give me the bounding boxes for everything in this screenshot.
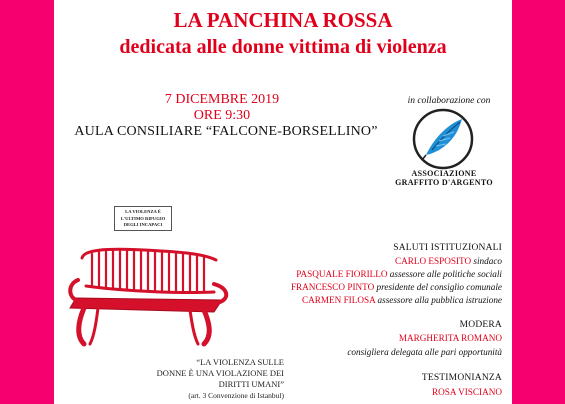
event-time: ORE 9:30 [193, 108, 251, 123]
collaboration-intro: in collaborazione con [407, 96, 491, 106]
slogan-line: DEGLI INCAPACI [123, 222, 163, 227]
quote-line: DIRITTI UMANI” [218, 379, 284, 389]
pink-border-left [0, 0, 54, 404]
slogan-line: L'ULTIMO RIFUGIO [120, 215, 166, 221]
event-date: 7 DICEMBRE 2019 [164, 92, 280, 107]
slogan-box [114, 206, 172, 231]
slogan-line: LA VIOLENZA È [125, 209, 161, 214]
quote-line: “LA VIOLENZA SULLE [196, 357, 284, 367]
speaker-role: assessore alle politiche sociali [389, 269, 502, 279]
testimony-heading: TESTIMONIANZA [421, 373, 502, 383]
speaker-row [395, 256, 502, 266]
quote-line: DONNE È UNA VIOLAZIONE DEI [156, 368, 284, 378]
speaker-name: CARLO ESPOSITO [394, 256, 472, 266]
speaker-row [291, 282, 502, 292]
quote-source: (art. 3 Convenzione di Istanbul) [188, 391, 284, 400]
speaker-role: presidente del consiglio comunale [376, 282, 502, 292]
speaker-name: CARMEN FILOSA [301, 295, 376, 305]
poster-title: LA PANCHINA ROSSA [173, 8, 393, 32]
speaker-row [302, 295, 502, 305]
moderator-name: MARGHERITA ROMANO [398, 333, 502, 343]
poster-content [54, 0, 512, 404]
event-venue: AULA CONSILIARE “FALCONE-BORSELLINO” [74, 124, 378, 139]
testimony-name: ROSA VISCIANO [431, 387, 502, 397]
poster-subtitle: dedicata alle donne vittima di violenza [119, 36, 447, 58]
moderator-role: consigliera delegata alle pari opportunità [347, 347, 502, 357]
speaker-row [296, 269, 502, 279]
speaker-role: sindaco [473, 256, 502, 266]
pink-border-right [512, 0, 565, 404]
speaker-role: assessore alla pubblica istruzione [377, 295, 502, 305]
moderator-heading: MODERA [459, 320, 502, 330]
association-name-line1: ASSOCIAZIONE [411, 169, 477, 178]
speaker-name: FRANCESCO PINTO [290, 282, 375, 292]
red-bench-image [64, 240, 234, 350]
greetings-heading: SALUTI ISTITUZIONALI [393, 243, 502, 253]
feather-quill-icon [412, 108, 474, 170]
association-name-line2: GRAFFITO D'ARGENTO [395, 178, 493, 187]
speaker-name: PASQUALE FIORILLO [296, 269, 388, 279]
